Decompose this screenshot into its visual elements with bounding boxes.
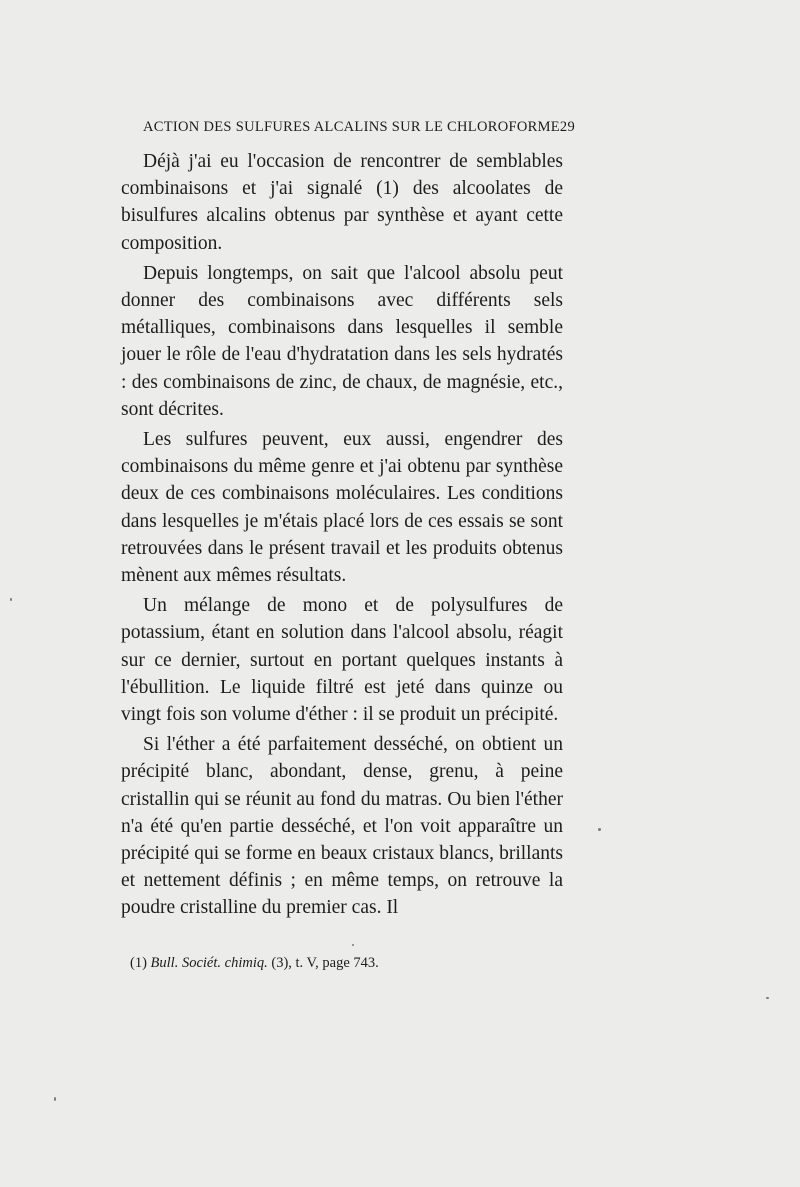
footnote xyxy=(130,955,379,972)
paragraph-5: Si l'éther a été parfaitement desséché, on obtient un précipité blanc, abondant, dense, grenu, à peine cristallin qui se réunit au fond du matras. Ou bien l'éther n'a été qu'en partie desséché, et l'on voit apparaître un précipité qui se forme en beaux cristaux blancs, brillants et nettement définis ; en même temps, on retrouve la poudre cristalline du premier cas. Il xyxy=(121,734,563,919)
page-number: 29 xyxy=(559,119,576,135)
paragraph-4: Un mélange de mono et de polysulfures de potassium, étant en solution dans l'alcool absolu, réagit sur ce dernier, surtout en portant quelques instants à l'ébullition. Le liquide filtré est jeté dans quinze ou vingt fois son volume d'éther : il se produit un précipité. xyxy=(121,595,563,726)
speck xyxy=(10,598,12,601)
paragraph-1: Déjà j'ai eu l'occasion de rencontrer de semblables combinaisons et j'ai signalé (1) des alcoolates de bisulfures alcalins obtenus par synthèse et ayant cette composition. xyxy=(121,151,563,254)
speck xyxy=(598,828,601,831)
speck xyxy=(766,997,769,999)
footnote-journal: Bull. Sociét. chimiq. xyxy=(150,955,268,971)
running-title: ACTION DES SULFURES ALCALINS SUR LE CHLOROFORME xyxy=(143,119,560,135)
footnote-marker: (1) xyxy=(130,955,147,971)
speck xyxy=(54,1097,56,1101)
footnote-details: (3), t. V, page 743. xyxy=(271,955,379,971)
running-head xyxy=(143,119,576,136)
paragraph-3: Les sulfures peuvent, eux aussi, engendrer des combinaisons du même genre et j'ai obtenu par synthèse deux de ces combinaisons moléculaires. Les conditions dans lesquelles je m'étais placé lors de ces essais se sont retrouvées dans le présent travail et les produits obtenus mènent aux mêmes résultats. xyxy=(121,429,563,587)
paragraph-2: Depuis longtemps, on sait que l'alcool absolu peut donner des combinaisons avec différents sels métalliques, combinaisons dans lesquelles il semble jouer le rôle de l'eau d'hydratation dans les sels hydratés : des combinaisons de zinc, de chaux, de magnésie, etc., sont décrites. xyxy=(121,262,563,420)
speck xyxy=(352,944,354,946)
body-text xyxy=(121,148,563,922)
